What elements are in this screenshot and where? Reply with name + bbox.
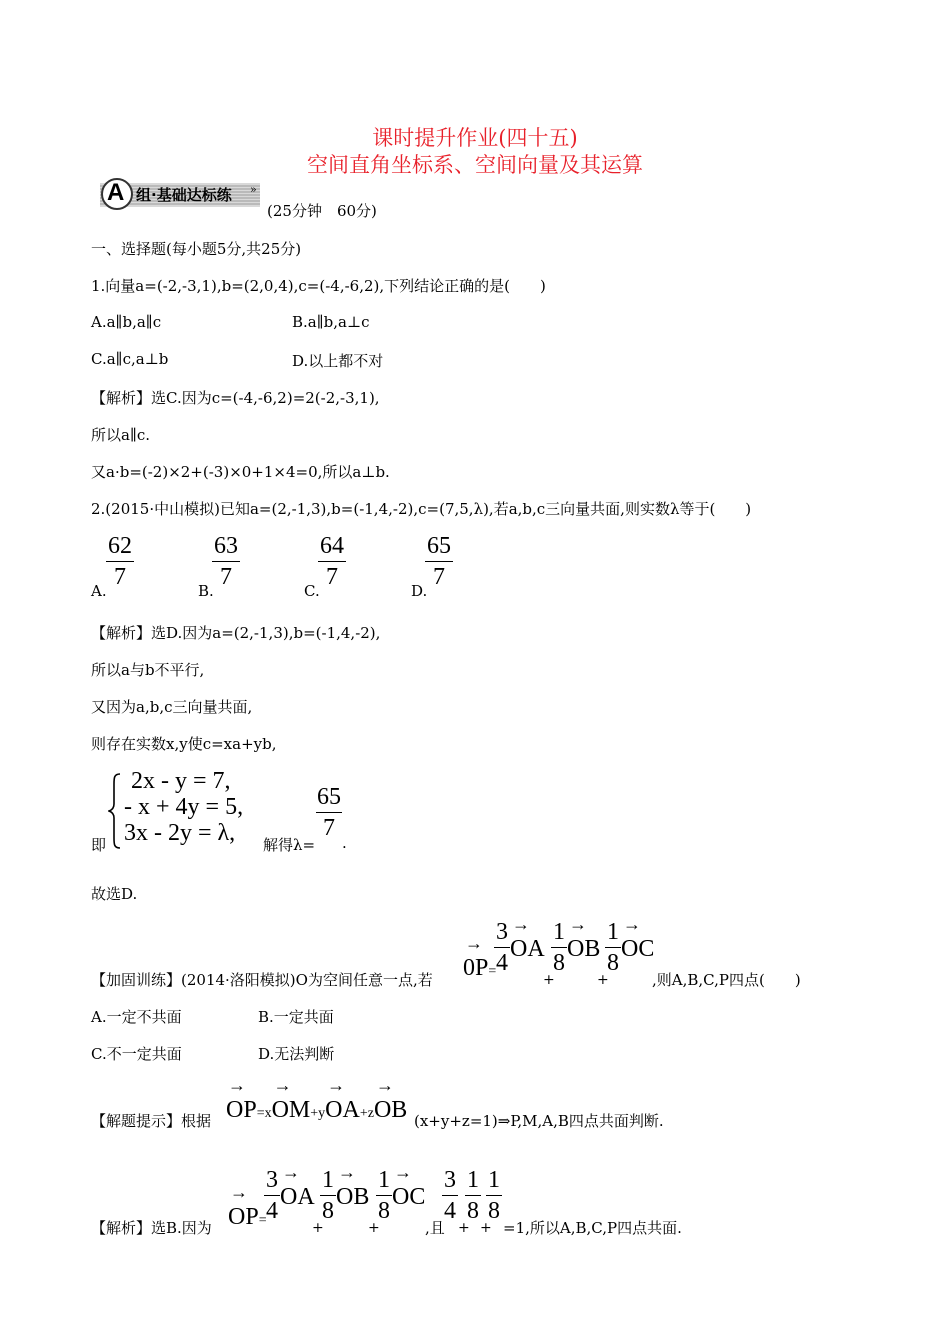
system-equation-1: 2x - y = 7, (131, 768, 231, 794)
sum-coef-1-8: 1 8 (488, 1167, 500, 1224)
vector-oa-1: → OA (510, 914, 545, 962)
vector-arrow-icon: → (282, 1162, 300, 1182)
coef-3-4: 3 4 (266, 1167, 278, 1224)
fraction-bar (212, 561, 240, 562)
vector-ob-1: → OB (567, 914, 601, 962)
fraction-numerator: 63 (214, 533, 238, 559)
q2-option-c-label: C. (304, 582, 320, 600)
q2-solution-1: 【解析】选D.因为a=(2,-1,3),b=(-1,4,-2), (91, 624, 381, 642)
q2-solution-4: 则存在实数x,y使c=xa+yb, (91, 735, 277, 753)
fraction-denominator: 7 (323, 815, 335, 841)
q2-answer-fraction (316, 784, 342, 841)
plus-sign: + (368, 1220, 380, 1236)
section-badge (100, 177, 264, 211)
fraction-numerator: 65 (317, 784, 341, 810)
vector-op-1: → 0P= (463, 933, 497, 981)
vector-arrow-icon: → (394, 1162, 412, 1182)
coef-1-8: 1 8 (607, 919, 619, 976)
coef-1-8: 1 8 (378, 1167, 390, 1224)
plus-sign: + (480, 1220, 492, 1236)
badge-chevron-icon: » (250, 183, 257, 196)
fraction-bar (318, 561, 346, 562)
fraction-denominator: 7 (433, 564, 445, 590)
q2-option-a-label: A. (91, 582, 107, 600)
q2-option-d-label: D. (411, 582, 428, 600)
q1-solution-3: 又a·b=(-2)×2+(-3)×0+1×4=0,所以a⊥b. (91, 463, 390, 481)
vector-arrow-icon: → (465, 933, 483, 953)
vector-oc-1: → OC (621, 914, 655, 962)
vector-op-2: → OP= (228, 1182, 267, 1230)
vector-arrow-icon: → (273, 1075, 292, 1095)
vector-arrow-icon: → (623, 914, 641, 934)
title-line-2: 空间直角坐标系、空间向量及其运算 (307, 153, 643, 177)
q1-solution-2: 所以a∥c. (91, 426, 151, 444)
badge-label: 组·基础达标练 (136, 186, 232, 204)
q2-option-d-fraction (425, 533, 453, 590)
jiagu-option-d: D.无法判断 (258, 1045, 335, 1063)
jiagu-option-c: C.不一定共面 (91, 1045, 182, 1063)
system-equation-2: - x + 4y = 5, (124, 794, 244, 820)
q2-solution-3: 又因为a,b,c三向量共面, (91, 698, 253, 716)
q2-option-b-fraction (212, 533, 240, 590)
hint-formula: → OP=x → OM+y → OA+z → OB (226, 1075, 408, 1123)
q2-period: . (342, 834, 347, 852)
q2-solve-label: 解得λ= (263, 836, 316, 854)
vector-arrow-icon: → (569, 914, 587, 934)
time-score: (25分钟 60分) (267, 202, 377, 220)
fraction-bar (425, 561, 453, 562)
vector-oc-2: → OC (392, 1162, 426, 1210)
final-solution-prefix: 【解析】选B.因为 (91, 1219, 212, 1237)
system-brace-icon (108, 772, 122, 850)
jiagu-stem-prefix: 【加固训练】(2014·洛阳模拟)O为空间任意一点,若 (91, 971, 433, 989)
vector-arrow-icon: → (327, 1075, 346, 1095)
plus-sign: + (543, 972, 555, 988)
q2-stem: 2.(2015·中山模拟)已知a=(2,-1,3),b=(-1,4,-2),c=(7,5,λ),若a,b,c三向量共面,则实数λ等于( ) (91, 500, 752, 518)
vector-oa-2: → OA (280, 1162, 315, 1210)
system-equation-3: 3x - 2y = λ, (124, 820, 236, 846)
q2-option-b-label: B. (198, 582, 214, 600)
badge-letter: A (107, 179, 125, 206)
coef-3-4: 3 4 (496, 919, 508, 976)
fraction-numerator: 64 (320, 533, 344, 559)
q2-conclusion: 故选D. (91, 885, 138, 903)
q2-solution-2: 所以a与b不平行, (91, 661, 205, 679)
final-solution-mid: ,且 (425, 1219, 445, 1237)
plus-sign: + (597, 972, 609, 988)
final-solution-suffix: =1,所以A,B,C,P四点共面. (503, 1219, 682, 1237)
jiagu-option-a: A.一定不共面 (91, 1008, 182, 1026)
q2-ji-label: 即 (91, 836, 107, 854)
sum-coef-3-4: 3 4 (444, 1167, 456, 1224)
fraction-denominator: 7 (220, 564, 232, 590)
q2-option-c-fraction (318, 533, 346, 590)
vector-arrow-icon: → (228, 1075, 246, 1095)
q2-option-a-fraction (106, 533, 134, 590)
hint-suffix: (x+y+z=1)⇒P,M,A,B四点共面判断. (414, 1112, 664, 1130)
q1-option-c: C.a∥c,a⊥b (91, 350, 169, 368)
sum-coef-1-8: 1 8 (467, 1167, 479, 1224)
q1-option-d: D.以上都不对 (292, 352, 384, 370)
plus-sign: + (312, 1220, 324, 1236)
q1-option-b: B.a∥b,a⊥c (292, 313, 370, 331)
fraction-bar (106, 561, 134, 562)
q1-stem: 1.向量a=(-2,-3,1),b=(2,0,4),c=(-4,-6,2),下列结论正确的是( ) (91, 277, 546, 295)
jiagu-option-b: B.一定共面 (258, 1008, 334, 1026)
vector-arrow-icon: → (338, 1162, 356, 1182)
fraction-bar (316, 812, 342, 813)
q1-option-a: A.a∥b,a∥c (91, 313, 162, 331)
vector-ob-2: → OB (336, 1162, 370, 1210)
coef-1-8: 1 8 (322, 1167, 334, 1224)
vector-arrow-icon: → (512, 914, 530, 934)
q1-solution-1: 【解析】选C.因为c=(-4,-6,2)=2(-2,-3,1), (91, 389, 380, 407)
jiagu-stem-suffix: ,则A,B,C,P四点( ) (652, 971, 801, 989)
hint-prefix: 【解题提示】根据 (91, 1112, 212, 1130)
vector-arrow-icon: → (230, 1182, 248, 1202)
section-heading: 一、选择题(每小题5分,共25分) (91, 240, 302, 258)
fraction-denominator: 7 (114, 564, 126, 590)
coef-1-8: 1 8 (553, 919, 565, 976)
fraction-numerator: 65 (427, 533, 451, 559)
title-line-1: 课时提升作业(四十五) (372, 126, 578, 150)
fraction-numerator: 62 (108, 533, 132, 559)
plus-sign: + (458, 1220, 470, 1236)
vector-arrow-icon: → (375, 1075, 394, 1095)
fraction-denominator: 7 (326, 564, 338, 590)
